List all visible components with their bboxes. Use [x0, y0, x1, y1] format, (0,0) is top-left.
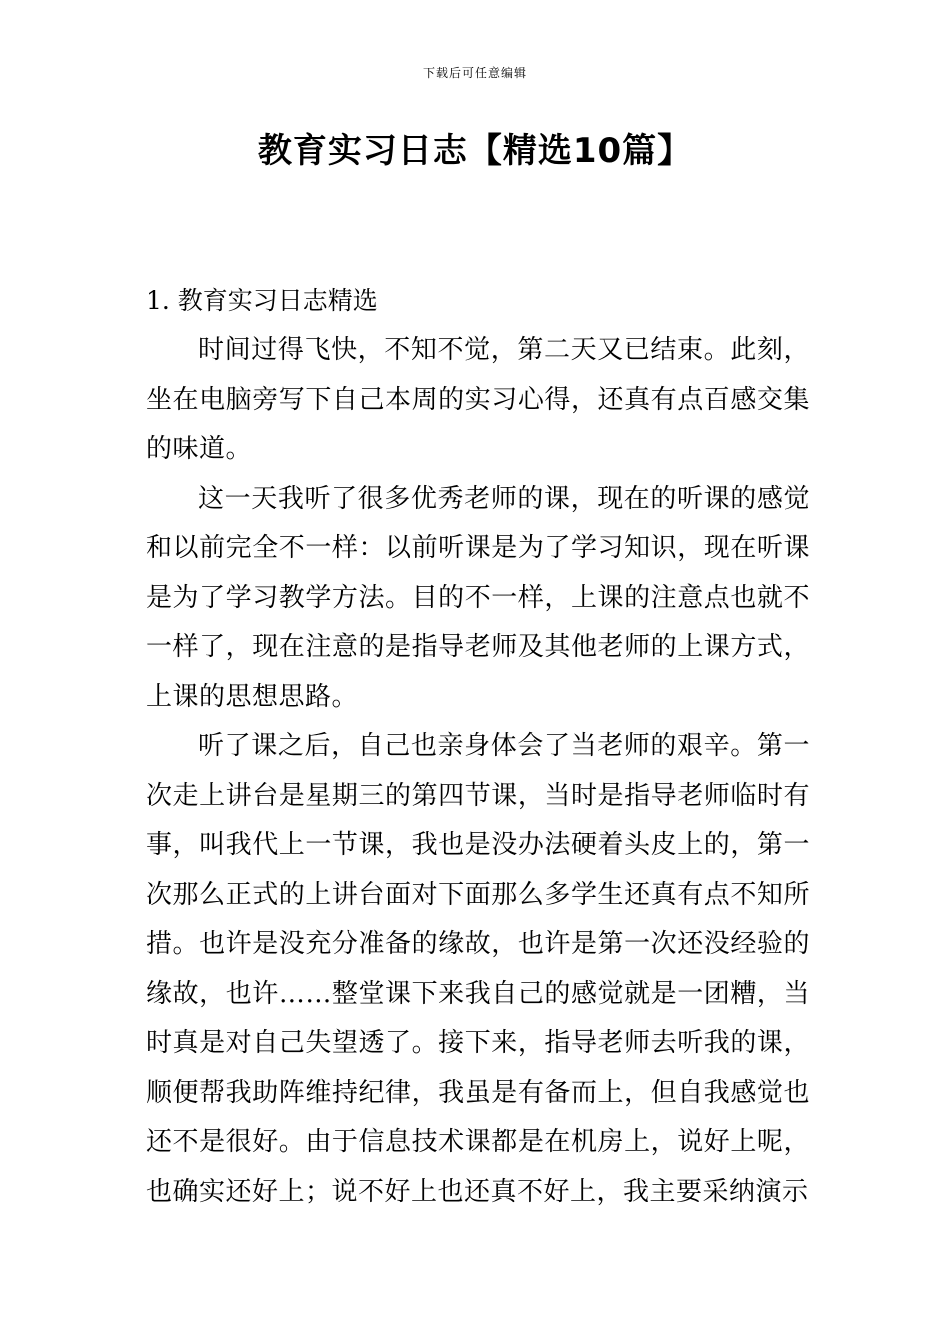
paragraph: 听了课之后，自己也亲身体会了当老师的艰辛。第一次走上讲台是星期三的第四节课，当时是指导老师临时有事，叫我代上一节课，我也是没办法硬着头皮上的，第一次那么正式的上讲台面对下面那么多学生还真有点不知所措。也许是没充分准备的缘故，也许是第一次还没经验的缘故，也许……整堂课下来我自己的感觉就是一团糟，当时真是对自己失望透了。接下来，指导老师去听我的课，顺便帮我助阵维持纪律，我虽是有备而上，但自我感觉也还不是很好。由于信息技术课都是在机房上，说好上呢，也确实还好上；说不好上也还真不好上，我主要采纳演示: [146, 731, 810, 1207]
document-title: 教育实习日志【精选10篇】: [257, 131, 693, 171]
paragraph: 这一天我听了很多优秀老师的课，现在的听课的感觉和以前完全不一样：以前听课是为了学习知识，现在听课是为了学习教学方法。目的不一样，上课的注意点也就不一样了，现在注意的是指导老师及其他老师的上课方式，上课的思想思路。: [146, 483, 810, 712]
document-body: [146, 276, 810, 1217]
header-note: 下载后可任意编辑: [422, 66, 527, 80]
section-heading: 1. 教育实习日志精选: [146, 286, 378, 315]
paragraph: 时间过得飞快，不知不觉，第二天又已结束。此刻，坐在电脑旁写下自己本周的实习心得，还真有点百感交集的味道。: [146, 335, 810, 464]
